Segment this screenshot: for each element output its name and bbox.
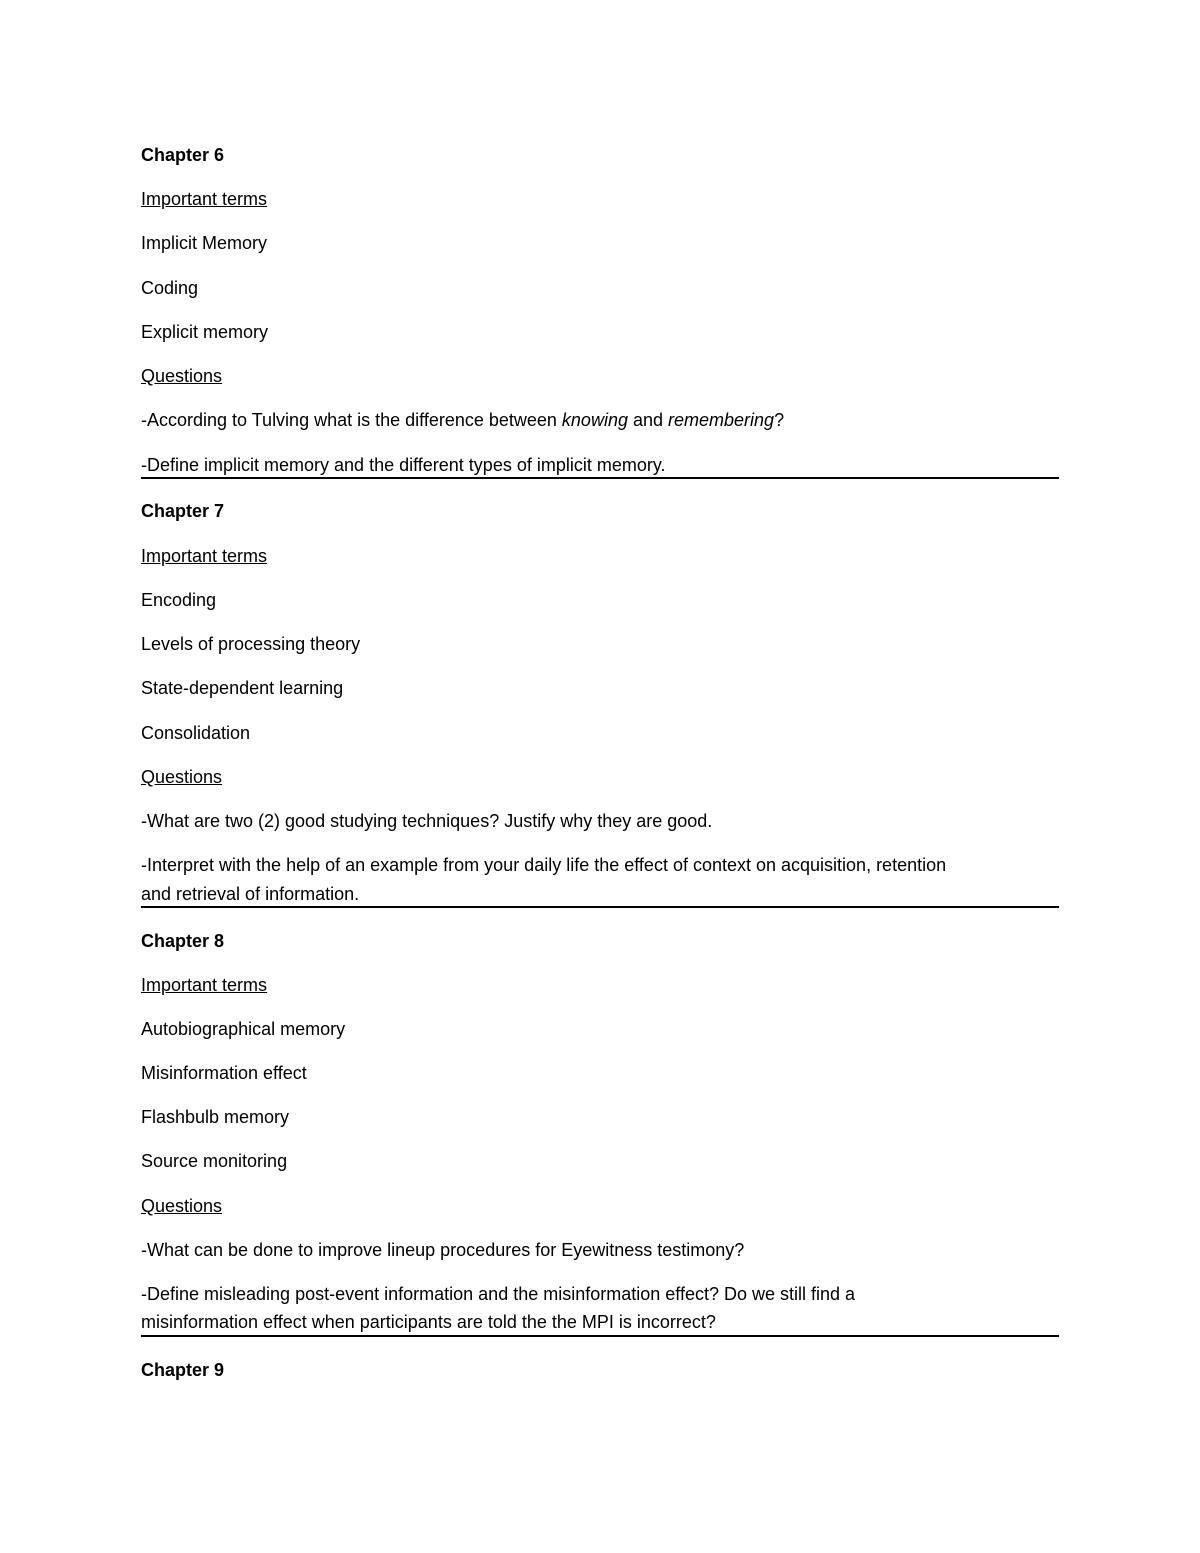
chapter-6-questions-label: Questions <box>141 366 223 386</box>
chapter-6-question-2: -Define implicit memory and the different types of implicit memory. <box>141 455 666 475</box>
chapter-6-terms-label: Important terms <box>141 189 268 209</box>
chapter-8-term: Autobiographical memory <box>141 1019 346 1039</box>
chapter-8-term: Flashbulb memory <box>141 1107 290 1127</box>
chapter-9-heading: Chapter 9 <box>141 1360 225 1380</box>
question-text: and <box>627 410 669 430</box>
chapter-7-term: Consolidation <box>141 723 251 743</box>
chapter-8-terms-label: Important terms <box>141 975 268 995</box>
chapter-7-heading: Chapter 7 <box>141 501 225 521</box>
question-emphasis: knowing <box>561 410 628 430</box>
section-divider <box>141 906 1059 908</box>
chapter-6-term: Coding <box>141 278 199 298</box>
chapter-7-question-1: -What are two (2) good studying techniques? Justify why they are good. <box>141 811 713 831</box>
section-divider <box>141 1335 1059 1337</box>
chapter-8-question-1: -What can be done to improve lineup procedures for Eyewitness testimony? <box>141 1240 745 1260</box>
chapter-6-question-1 <box>141 406 784 435</box>
chapter-7-terms-label: Important terms <box>141 546 268 566</box>
chapter-8-questions-label: Questions <box>141 1196 223 1216</box>
chapter-6-term: Implicit Memory <box>141 233 268 253</box>
chapter-7-term: Encoding <box>141 590 217 610</box>
chapter-8-term: Misinformation effect <box>141 1063 307 1083</box>
question-emphasis: remembering <box>668 410 775 430</box>
chapter-8-term: Source monitoring <box>141 1151 288 1171</box>
chapter-8-question-2-line-1: -Define misleading post-event information and the misinformation effect? Do we still find a <box>141 1284 856 1304</box>
chapter-6-term: Explicit memory <box>141 322 269 342</box>
chapter-7-question-2-line-2: and retrieval of information. <box>141 884 360 904</box>
chapter-6-heading: Chapter 6 <box>141 145 225 165</box>
chapter-7-question-2-line-1: -Interpret with the help of an example from your daily life the effect of context on acquisition, retention <box>141 855 947 875</box>
question-text: -According to Tulving what is the difference between <box>141 410 562 430</box>
section-divider <box>141 477 1059 479</box>
question-text: ? <box>774 410 785 430</box>
chapter-8-question-2-line-2: misinformation effect when participants are told the the MPI is incorrect? <box>141 1312 716 1332</box>
chapter-7-term: State-dependent learning <box>141 678 344 698</box>
chapter-7-term: Levels of processing theory <box>141 634 361 654</box>
chapter-7-questions-label: Questions <box>141 767 223 787</box>
chapter-8-heading: Chapter 8 <box>141 931 225 951</box>
